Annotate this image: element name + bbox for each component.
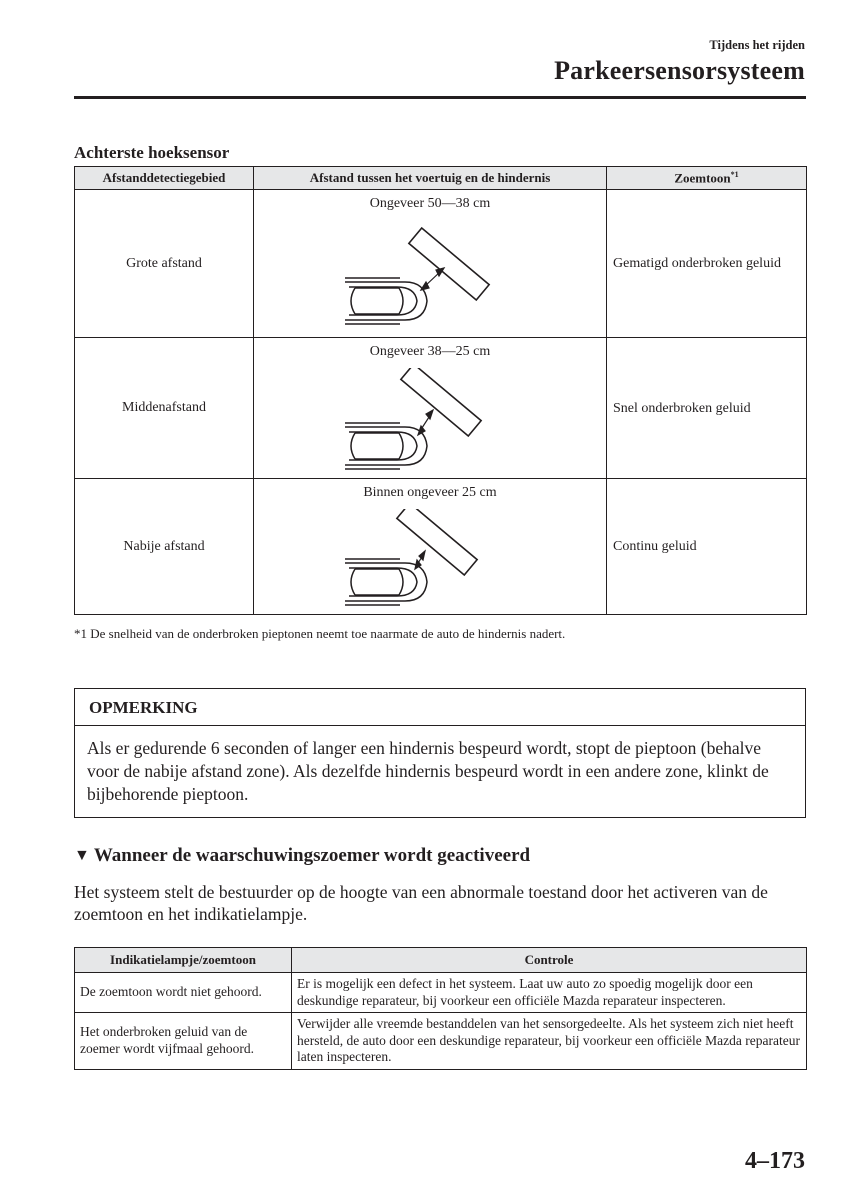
sensor-table: [74, 166, 807, 615]
sound-cell: Gematigd onderbroken geluid: [607, 190, 807, 338]
car-obstacle-illustration: [335, 368, 525, 473]
check-table-header: [75, 948, 807, 973]
footnote: *1 De snelheid van de onderbroken pieptonen neemt toe naarmate de auto de hindernis nadert.: [74, 626, 566, 641]
table-row: [75, 973, 807, 1013]
car-rear-icon: [345, 423, 427, 469]
zone-cell: Middenafstand: [75, 338, 254, 479]
column-header-distance: Afstand tussen het voertuig en de hindernis: [254, 167, 607, 190]
sensor-row-middle: [75, 338, 807, 479]
zone-cell: Nabije afstand: [75, 479, 254, 615]
note-text: Als er gedurende 6 seconden of langer een hindernis bespeurd wordt, stopt de pieptoon (behalve voor de nabije afstand zone). Als dezelfde hindernis bespeurd wordt in een andere zone, klinkt de bijbehorende pieptoon.: [87, 738, 769, 804]
sensor-table-header: [75, 167, 807, 190]
note-heading: OPMERKING: [75, 689, 805, 726]
footnote-mark: *1: [730, 169, 739, 179]
column-header-zone: Afstanddetectiegebied: [75, 167, 254, 190]
car-obstacle-illustration: [335, 220, 525, 330]
distance-arrow: [415, 551, 425, 569]
distance-label: Ongeveer 50—38 cm: [369, 196, 491, 211]
column-header-check: Controle: [292, 948, 807, 973]
sensor-row-near: [75, 479, 807, 615]
indicator-cell: De zoemtoon wordt niet gehoord.: [75, 973, 292, 1013]
column-header-indicator: Indikatielampje/zoemtoon: [75, 948, 292, 973]
car-rear-icon: [345, 278, 427, 324]
obstacle-bar: [401, 368, 481, 436]
warning-intro: Het systeem stelt de bestuurder op de hoogte van een abnormale toestand door het activeren van de zoemtoon en het indikatielampje.: [74, 882, 768, 924]
car-obstacle-illustration: [335, 509, 525, 609]
distance-cell: [254, 338, 607, 479]
distance-arrow: [418, 410, 433, 435]
buzzer-label: Zoemtoon: [674, 170, 731, 186]
indicator-cell: Het onderbroken geluid van de zoemer wordt vijfmaal gehoord.: [75, 1013, 292, 1070]
page-number: 4–173: [745, 1148, 805, 1174]
check-cell: Verwijder alle vreemde bestanddelen van het sensorgedeelte. Als het systeem zich niet heeft hersteld, de auto door een deskundige reparateur, bij voorkeur een officiële Mazda reparateur laten inspecteren.: [292, 1013, 807, 1070]
distance-arrow: [421, 268, 444, 290]
check-table: [74, 947, 807, 1070]
sensor-section-title: Achterste hoeksensor: [74, 143, 230, 162]
column-header-buzzer: [607, 167, 807, 190]
sound-cell: Continu geluid: [607, 479, 807, 615]
distance-cell: [254, 190, 607, 338]
check-cell: Er is mogelijk een defect in het systeem. Laat uw auto zo spoedig mogelijk door een deskundige reparateur, bij voorkeur een officiële Mazda reparateur inspecteren.: [292, 973, 807, 1013]
warning-heading-text: Wanneer de waarschuwingszoemer wordt geactiveerd: [93, 845, 531, 866]
distance-label: Ongeveer 38—25 cm: [369, 344, 491, 359]
sound-cell: Snel onderbroken geluid: [607, 338, 807, 479]
warning-heading: [74, 845, 530, 867]
page-title: Parkeersensorsysteem: [554, 56, 805, 85]
sensor-row-far: [75, 190, 807, 338]
note-box: [74, 688, 806, 818]
triangle-down-icon: ▼: [74, 847, 90, 864]
zone-cell: Grote afstand: [75, 190, 254, 338]
header-section: Tijdens het rijden: [709, 38, 805, 52]
car-rear-icon: [345, 559, 427, 605]
distance-cell: [254, 479, 607, 615]
header-rule: [74, 96, 806, 99]
distance-label: Binnen ongeveer 25 cm: [363, 485, 497, 500]
table-row: [75, 1013, 807, 1070]
obstacle-bar: [397, 509, 477, 575]
